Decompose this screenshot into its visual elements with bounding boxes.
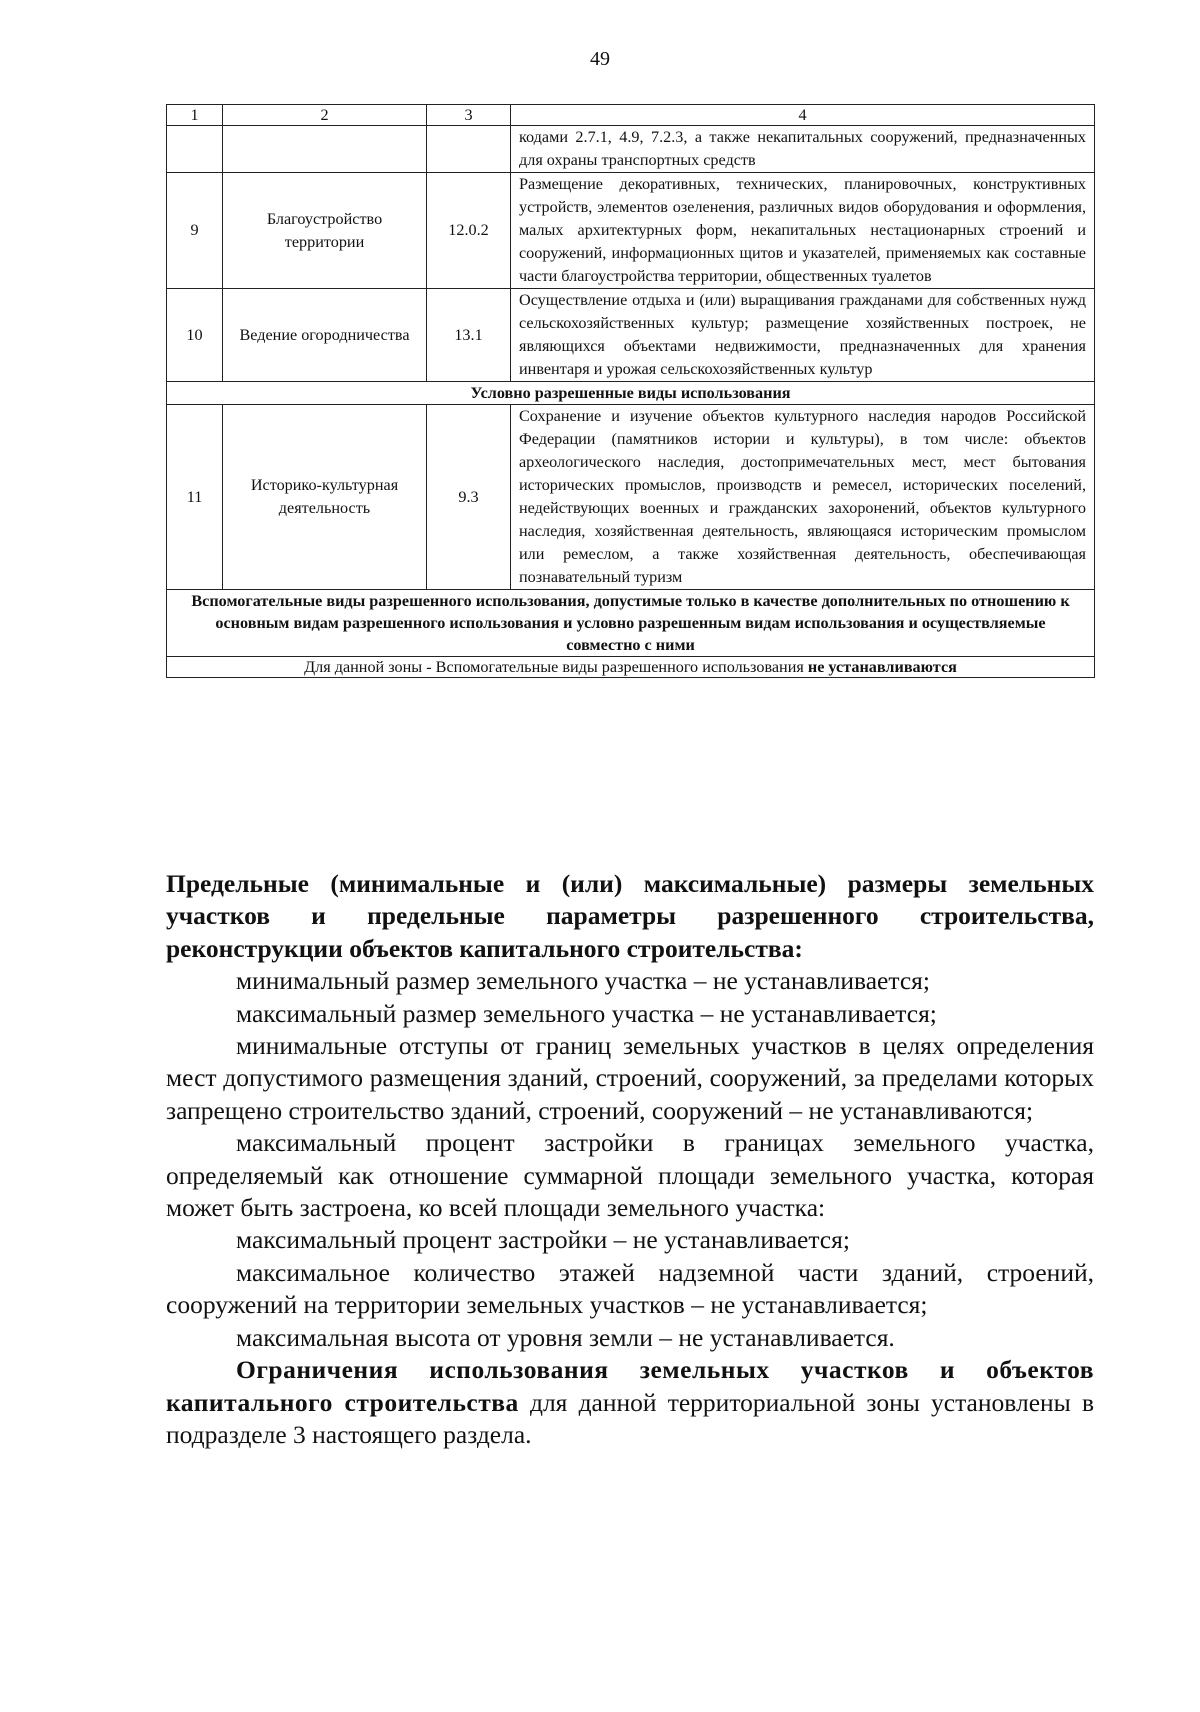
- use-description: Осуществление отдыха и (или) выращивания гражданами для собственных нужд сельскохозяйственных культур; размещение хозяйственных построек, не являющихся объектами недвижимости, предназначенных для хранения инвентаря и урожая сельскохозяйственных культур: [511, 289, 1095, 382]
- section-row-auxiliary: [167, 590, 1095, 657]
- use-code: 9.3: [427, 405, 511, 590]
- use-name: Благоустройство территории: [223, 173, 427, 289]
- row-number: 10: [167, 289, 223, 382]
- note-cell: [167, 657, 1095, 678]
- land-use-table: [166, 104, 1095, 678]
- row-number: 9: [167, 173, 223, 289]
- table-row-continuation: [167, 126, 1095, 173]
- parameter-paragraph: максимальная высота от уровня земли – не устанавливается.: [236, 1322, 895, 1352]
- use-name: [223, 126, 427, 173]
- use-description: Размещение декоративных, технических, планировочных, конструктивных устройств, элементов озеленения, различных видов оборудования и оформления, малых архитектурных форм, некапитальных нестационарных строений и сооружений, информационных щитов и указателей, применяемых как составные части благоустройства территории, общественных туалетов: [511, 173, 1095, 289]
- use-code: [427, 126, 511, 173]
- parameters-heading: Предельные (минимальные и (или) максимальные) размеры земельных участков и предельные параметры разрешенного строительства, реконструкции объектов капитального строительства:: [166, 869, 1094, 963]
- parameter-paragraph: минимальный размер земельного участка – не устанавливается;: [236, 966, 930, 996]
- use-description: кодами 2.7.1, 4.9, 7.2.3, а также некапитальных сооружений, предназначенных для охраны транспортных средств: [511, 126, 1095, 173]
- parameter-paragraph: максимальный размер земельного участка – не устанавливается;: [236, 998, 937, 1028]
- table-header-row: [167, 105, 1095, 126]
- parameter-paragraph: максимальный процент застройки в границах земельного участка, определяемый как отношение суммарной площади земельного участка, которая может быть застроена, ко всей площади земельного участка:: [166, 1128, 1094, 1223]
- parameter-paragraph: минимальные отступы от границ земельных участков в целях определения мест допустимого размещения зданий, строений, сооружений, за пределами которых запрещено строительство зданий, строений, сооружений – не устанавливаются;: [166, 1031, 1094, 1125]
- restrictions-text: для данной территориальной зоны установлены в подразделе 3 настоящего раздела.: [166, 1387, 1094, 1449]
- parameter-paragraph: максимальное количество этажей надземной части зданий, строений, сооружений на территории земельных участков – не устанавливается;: [166, 1257, 1094, 1320]
- use-description: Сохранение и изучение объектов культурного наследия народов Российской Федерации (памятников истории и культуры), в том числе: объектов археологического наследия, достопримечательных мест, мест бытования исторических промыслов, производств и ремесел, исторических поселений, недействующих военных и гражданских захоронений, объектов культурного наследия, хозяйственная деятельность, являющаяся историческим промыслом или ремеслом, а также хозяйственная деятельность, обеспечивающая познавательный туризм: [511, 405, 1095, 590]
- column-header: 4: [511, 105, 1095, 126]
- section-title: Вспомогательные виды разрешенного использования, допустимые только в качестве дополнительных по отношению к основным видам разрешенного использования и условно разрешенным видам использования и осуществляемые совместно с ними: [167, 590, 1095, 657]
- section-title: Условно разрешенные виды использования: [167, 382, 1095, 405]
- row-number: 11: [167, 405, 223, 590]
- parameters-section: [166, 868, 1094, 1451]
- use-name: Историко-культурная деятельность: [223, 405, 427, 590]
- note-text: Для данной зоны - Вспомогательные виды разрешенного использования: [304, 658, 808, 676]
- note-emphasis: не устанавливаются: [807, 658, 957, 676]
- parameter-paragraph: максимальный процент застройки – не устанавливается;: [236, 1225, 850, 1255]
- note-row: [167, 657, 1095, 678]
- table-row: [167, 289, 1095, 382]
- column-header: 3: [427, 105, 511, 126]
- use-name: Ведение огородничества: [223, 289, 427, 382]
- table-row: [167, 405, 1095, 590]
- table-row: [167, 173, 1095, 289]
- restrictions-paragraph: [166, 1354, 1094, 1451]
- use-code: 12.0.2: [427, 173, 511, 289]
- column-header: 1: [167, 105, 223, 126]
- column-header: 2: [223, 105, 427, 126]
- restrictions-lead: Ограничения использования земельных участков и объектов капитального строительства: [166, 1355, 1094, 1417]
- page-number: 49: [590, 48, 610, 70]
- section-row-conditional: [167, 382, 1095, 405]
- row-number: [167, 126, 223, 173]
- use-code: 13.1: [427, 289, 511, 382]
